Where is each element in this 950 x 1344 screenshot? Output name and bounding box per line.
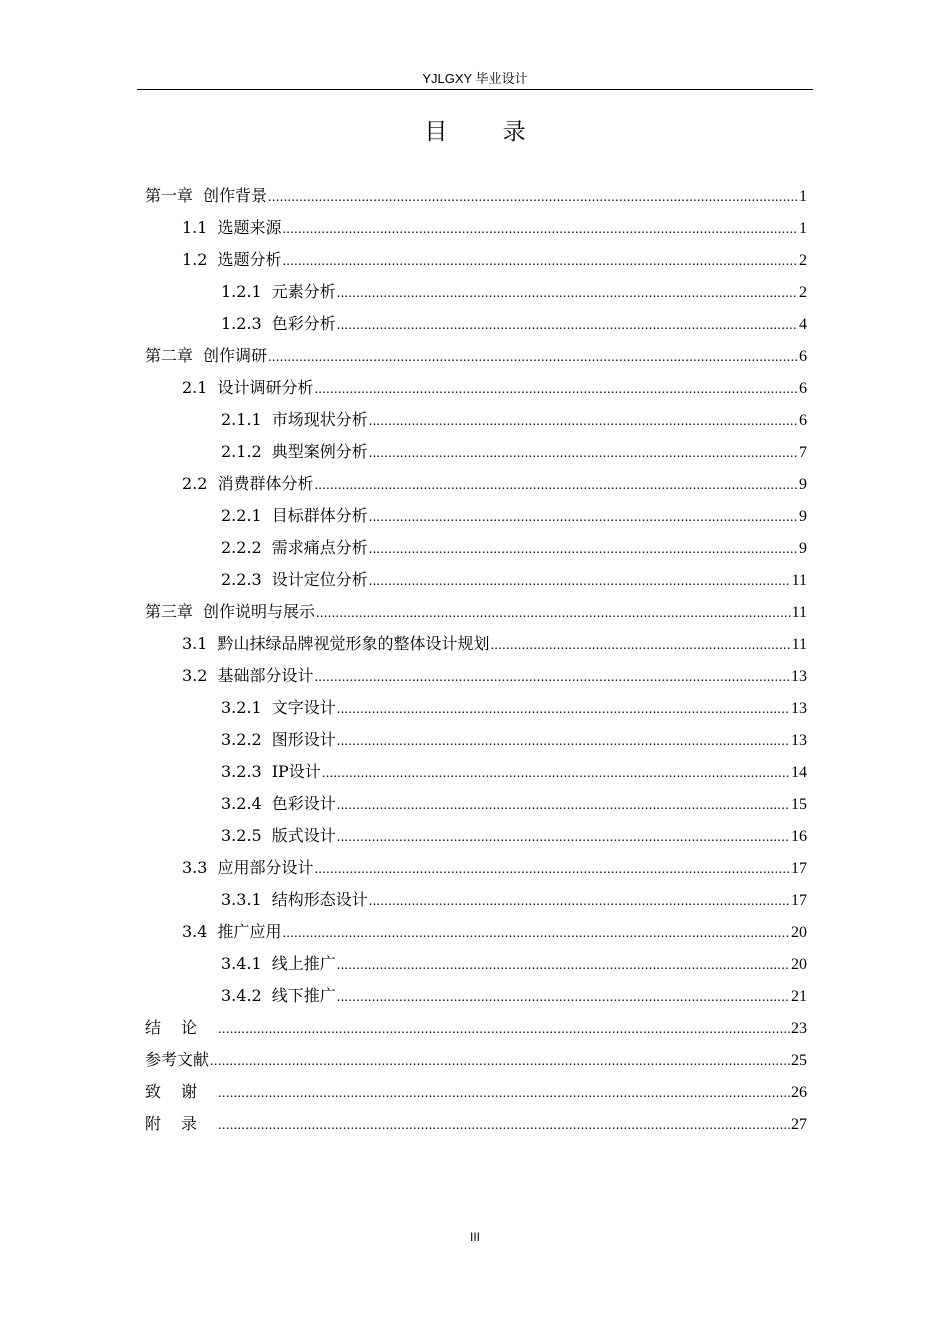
toc-entry-page: 16 <box>791 828 807 845</box>
toc-entry-page: 11 <box>791 604 807 621</box>
toc-entry[interactable] <box>145 852 807 884</box>
toc-leader-dots <box>218 1110 790 1142</box>
toc-entry-title: 结论 <box>145 1018 218 1037</box>
toc-leader-dots <box>322 758 790 790</box>
toc-entry-page: 4 <box>799 316 807 333</box>
toc-entry-number: 第三章 <box>145 602 194 621</box>
toc-entry-number: 3.2.3 <box>221 762 262 781</box>
toc-entry[interactable] <box>145 948 807 980</box>
toc-entry-page: 21 <box>791 988 807 1005</box>
toc-entry-number: 1.2.1 <box>221 282 262 301</box>
toc-leader-dots <box>314 470 798 502</box>
toc-entry-title: 消费群体分析 <box>217 474 314 493</box>
toc-entry-title: 设计调研分析 <box>217 378 314 397</box>
toc-entry-title: 创作说明与展示 <box>203 602 316 621</box>
toc-entry-page: 11 <box>791 636 807 653</box>
toc-entry[interactable] <box>145 756 807 788</box>
toc-entry-page: 23 <box>791 1020 807 1037</box>
toc-leader-dots <box>268 182 798 214</box>
toc-entry-page: 17 <box>791 860 807 877</box>
toc-entry-page: 13 <box>791 700 807 717</box>
toc-entry-page: 2 <box>799 284 807 301</box>
toc-entry-title: 线下推广 <box>271 986 336 1005</box>
toc-entry-number: 第一章 <box>145 186 194 205</box>
toc-entry-number: 1.1 <box>182 218 208 237</box>
toc-entry-title: 参考文献 <box>145 1050 210 1069</box>
toc-title: 目 录 <box>424 119 550 145</box>
toc-entry[interactable] <box>145 820 807 852</box>
toc-leader-dots <box>210 1046 790 1078</box>
toc-entry-title: 黔山抹绿品牌视觉形象的整体设计规划 <box>217 634 490 653</box>
toc-entry-title: 选题来源 <box>217 218 282 237</box>
toc-entry-number: 3.4 <box>182 922 208 941</box>
toc-leader-dots <box>490 630 790 662</box>
toc-entry-title: 版式设计 <box>271 826 336 845</box>
toc-leader-dots <box>337 822 790 854</box>
page-number: III <box>469 1230 480 1244</box>
toc-entry-page: 6 <box>799 412 807 429</box>
toc-leader-dots <box>337 726 790 758</box>
toc-entry[interactable] <box>145 980 807 1012</box>
toc-entry-page: 1 <box>799 220 807 237</box>
toc-entry-number: 1.2.3 <box>221 314 262 333</box>
toc-entry-title: 选题分析 <box>217 250 282 269</box>
toc-leader-dots <box>314 374 798 406</box>
toc-entry-page: 6 <box>799 380 807 397</box>
toc-leader-dots <box>316 598 791 630</box>
toc-entry-page: 26 <box>791 1084 807 1101</box>
toc-entry-title: 典型案例分析 <box>271 442 368 461</box>
toc-entry-number: 2.2.2 <box>221 538 262 557</box>
toc-entry[interactable] <box>145 180 807 212</box>
toc-entry-number: 2.2.1 <box>221 506 262 525</box>
toc-entry[interactable] <box>145 468 807 500</box>
toc-leader-dots <box>337 982 790 1014</box>
toc-entry-title: 色彩分析 <box>271 314 336 333</box>
toc-entry-number: 2.2.3 <box>221 570 262 589</box>
toc-entry-page: 6 <box>799 348 807 365</box>
toc-entry-page: 27 <box>791 1116 807 1133</box>
toc-entry-title: 文字设计 <box>271 698 336 717</box>
toc-entry[interactable] <box>145 404 807 436</box>
toc-entry[interactable] <box>145 916 807 948</box>
toc-entry-page: 13 <box>791 668 807 685</box>
toc-leader-dots <box>314 662 790 694</box>
toc-entry-title: 需求痛点分析 <box>271 538 368 557</box>
toc-entry[interactable] <box>145 276 807 308</box>
toc-entry[interactable] <box>145 660 807 692</box>
toc-entry-title: 致谢 <box>145 1082 218 1101</box>
toc-leader-dots <box>337 950 790 982</box>
toc-entry-page: 20 <box>791 956 807 973</box>
toc-leader-dots <box>337 310 798 342</box>
toc-entry-number: 3.2.4 <box>221 794 262 813</box>
toc-entry-title: 创作调研 <box>203 346 268 365</box>
toc-entry[interactable] <box>145 372 807 404</box>
toc-entry[interactable] <box>145 788 807 820</box>
toc-entry-title: 图形设计 <box>271 730 336 749</box>
toc-entry[interactable] <box>145 692 807 724</box>
toc-entry-page: 15 <box>791 796 807 813</box>
toc-entry-page: 1 <box>799 188 807 205</box>
toc-leader-dots <box>337 790 790 822</box>
toc-entry-number: 3.3.1 <box>221 890 262 909</box>
toc-entry-title: 市场现状分析 <box>271 410 368 429</box>
toc-entry-number: 3.4.1 <box>221 954 262 973</box>
toc-entry-number: 3.2.2 <box>221 730 262 749</box>
toc-entry[interactable] <box>145 340 807 372</box>
toc-entry-title: 元素分析 <box>271 282 336 301</box>
toc-leader-dots <box>282 918 790 950</box>
toc-entry-page: 25 <box>791 1052 807 1069</box>
toc-entry-title: 色彩设计 <box>271 794 336 813</box>
toc-entry-page: 2 <box>799 252 807 269</box>
toc-entry-number: 第二章 <box>145 346 194 365</box>
toc-leader-dots <box>218 1078 790 1110</box>
toc-leader-dots <box>369 502 798 534</box>
toc-entry[interactable] <box>145 212 807 244</box>
toc-entry-title: 推广应用 <box>217 922 282 941</box>
toc-entry-number: 3.2.5 <box>221 826 262 845</box>
toc-entry-title: 结构形态设计 <box>271 890 368 909</box>
toc-entry-title: 附录 <box>145 1114 218 1133</box>
toc-entry[interactable] <box>145 1012 807 1044</box>
toc-leader-dots <box>337 694 790 726</box>
toc-entry-number: 3.2.1 <box>221 698 262 717</box>
toc-leader-dots <box>282 214 798 246</box>
toc-leader-dots <box>218 1014 790 1046</box>
toc-entry[interactable] <box>145 884 807 916</box>
toc-entry-number: 2.1.2 <box>221 442 262 461</box>
toc-entry-title: 基础部分设计 <box>217 666 314 685</box>
table-of-contents <box>145 180 807 1140</box>
toc-entry[interactable] <box>145 1044 807 1076</box>
toc-entry-title: 线上推广 <box>271 954 336 973</box>
toc-entry-page: 13 <box>791 732 807 749</box>
toc-entry[interactable] <box>145 500 807 532</box>
toc-entry-title: 应用部分设计 <box>217 858 314 877</box>
toc-entry[interactable] <box>145 628 807 660</box>
toc-entry-number: 3.4.2 <box>221 986 262 1005</box>
toc-leader-dots <box>337 278 798 310</box>
toc-entry-number: 1.2 <box>182 250 208 269</box>
toc-entry-title: IP设计 <box>271 762 321 781</box>
toc-entry-page: 9 <box>799 476 807 493</box>
toc-entry-page: 11 <box>791 572 807 589</box>
toc-entry-number: 2.1.1 <box>221 410 262 429</box>
toc-leader-dots <box>369 886 790 918</box>
header-rule <box>137 89 813 90</box>
toc-entry[interactable] <box>145 532 807 564</box>
toc-leader-dots <box>282 246 798 278</box>
toc-entry-number: 3.2 <box>182 666 208 685</box>
toc-entry-page: 14 <box>791 764 807 781</box>
toc-entry-title: 创作背景 <box>203 186 268 205</box>
toc-leader-dots <box>369 438 798 470</box>
toc-entry[interactable] <box>145 564 807 596</box>
toc-entry-number: 2.1 <box>182 378 208 397</box>
toc-entry-page: 9 <box>799 540 807 557</box>
toc-entry-number: 3.3 <box>182 858 208 877</box>
toc-entry-title: 目标群体分析 <box>271 506 368 525</box>
toc-leader-dots <box>369 566 791 598</box>
toc-entry[interactable] <box>145 596 807 628</box>
toc-entry[interactable] <box>145 1076 807 1108</box>
toc-entry[interactable] <box>145 244 807 276</box>
toc-leader-dots <box>314 854 790 886</box>
toc-entry[interactable] <box>145 724 807 756</box>
toc-entry[interactable] <box>145 436 807 468</box>
toc-entry-page: 17 <box>791 892 807 909</box>
running-header: YJLGXY 毕业设计 <box>422 71 528 86</box>
toc-entry-title: 设计定位分析 <box>271 570 368 589</box>
toc-entry[interactable] <box>145 308 807 340</box>
toc-leader-dots <box>369 406 798 438</box>
toc-entry-number: 2.2 <box>182 474 208 493</box>
toc-leader-dots <box>369 534 798 566</box>
toc-leader-dots <box>268 342 798 374</box>
toc-entry-number: 3.1 <box>182 634 208 653</box>
toc-entry[interactable] <box>145 1108 807 1140</box>
toc-entry-page: 9 <box>799 508 807 525</box>
toc-entry-page: 20 <box>791 924 807 941</box>
toc-entry-page: 7 <box>799 444 807 461</box>
